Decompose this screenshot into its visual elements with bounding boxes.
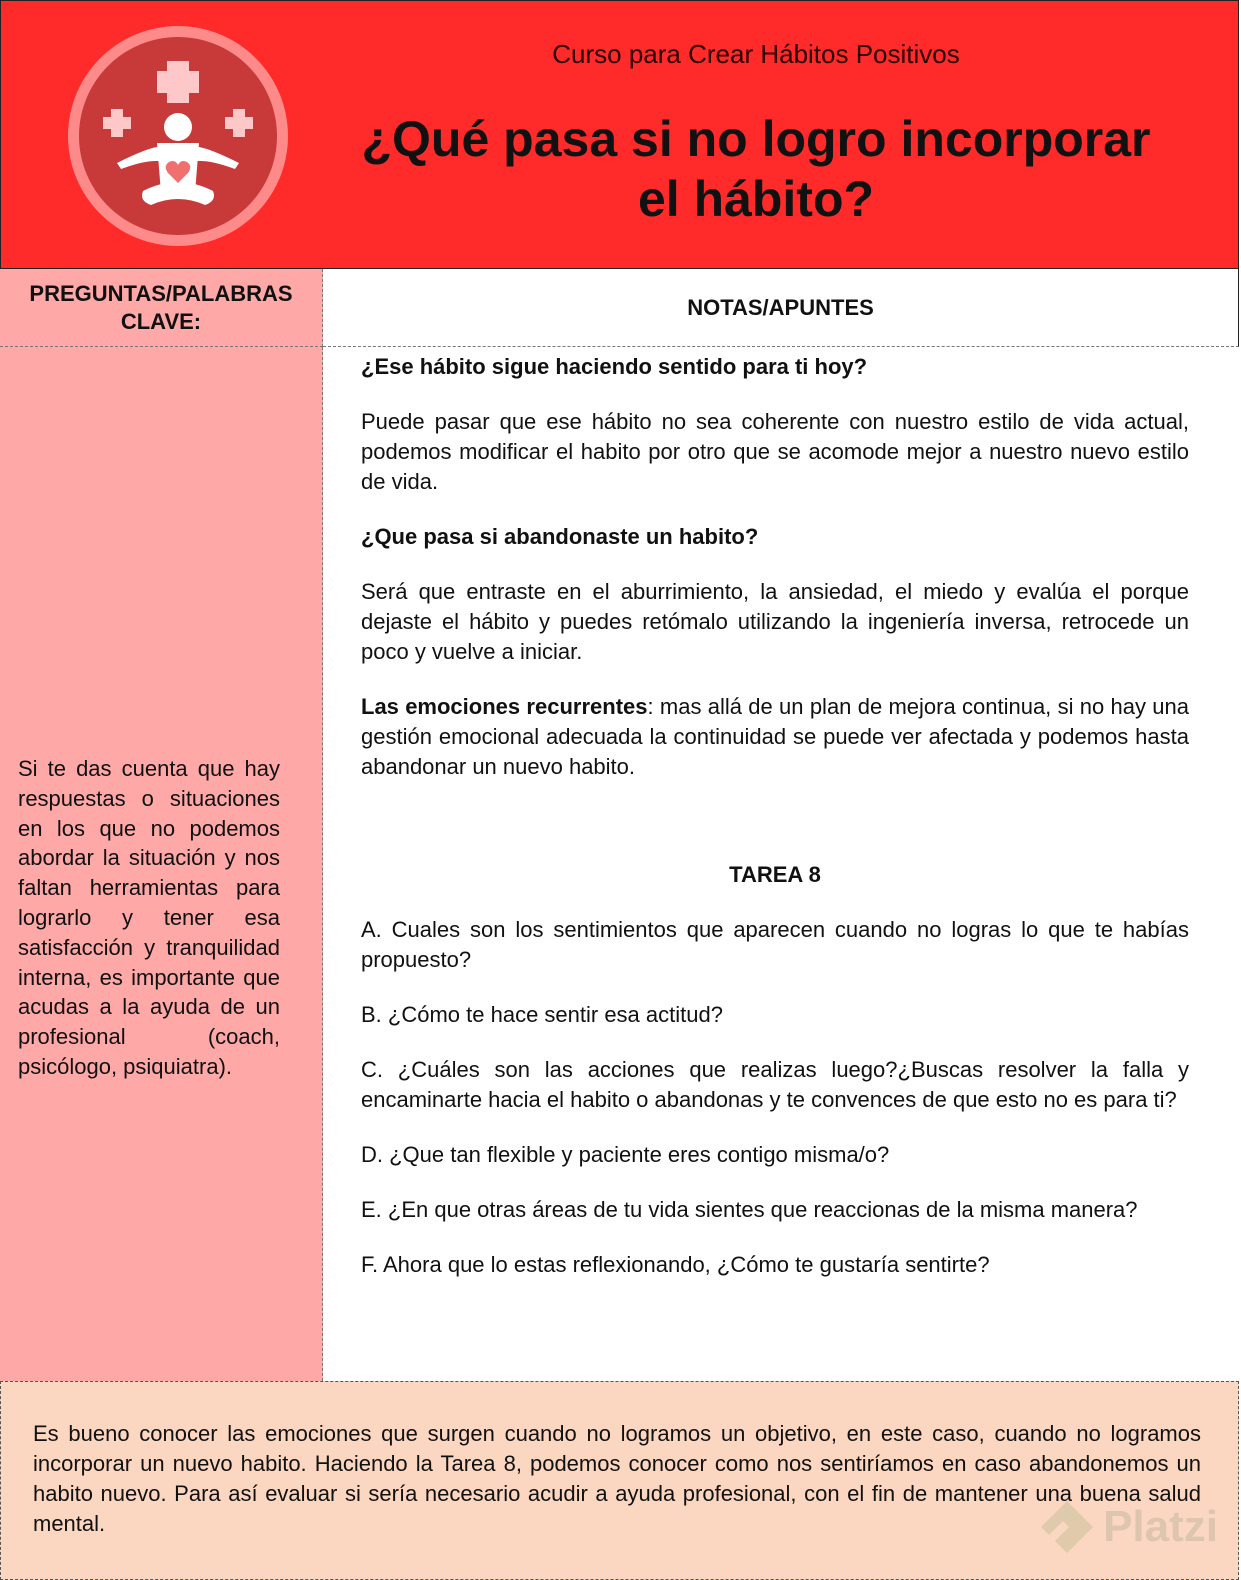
task-title: TAREA 8 xyxy=(729,862,821,887)
paragraph-3-rest: : mas allá de un plan de mejora continua, si no hay una gestión emocional adecuada la continuidad se puede ver afectada y podemos hasta abandonar un nuevo habito. xyxy=(361,694,1189,779)
task-item-c: C. ¿Cuáles son las acciones que realizas luego?¿Buscas resolver la falla y encaminarte hacia el habito o abandonas y te convences de que esto no es para ti? xyxy=(361,1057,1189,1112)
paragraph-3 xyxy=(361,692,1189,782)
task-item-b: B. ¿Cómo te hace sentir esa actitud? xyxy=(361,1002,723,1027)
platzi-watermark xyxy=(1037,1497,1218,1557)
cue-text: Si te das cuenta que hay respuestas o situaciones en los que no podemos abordar la situación y nos faltan herramientas para lograrlo y tener esa satisfacción y tranquilidad interna, es importante que acudas a la ayuda de un profesional (coach, psicólogo, psiquiatra). xyxy=(18,756,280,1079)
title-line-2: el hábito? xyxy=(637,171,875,227)
course-name: Curso para Crear Hábitos Positivos xyxy=(552,39,960,69)
task-item-f: F. Ahora que lo estas reflexionando, ¿Cómo te gustaría sentirte? xyxy=(361,1252,990,1277)
keywords-column-header: PREGUNTAS/PALABRAS CLAVE: xyxy=(0,269,323,347)
wellness-logo-icon xyxy=(65,23,291,249)
paragraph-1: Puede pasar que ese hábito no sea coherente con nuestro estilo de vida actual, podemos modificar el habito por otro que se acomode mejor a nuestro nuevo estilo de vida. xyxy=(361,409,1189,494)
paragraph-3-bold: Las emociones recurrentes xyxy=(361,694,648,719)
paragraph-2: Será que entraste en el aburrimiento, la ansiedad, el miedo y evalúa el porque dejaste el hábito y puedes retómalo utilizando la ingeniería inversa, retrocede un poco y vuelve a iniciar. xyxy=(361,579,1189,664)
question-1: ¿Ese hábito sigue haciendo sentido para ti hoy? xyxy=(361,354,868,379)
task-item-e: E. ¿En que otras áreas de tu vida sientes que reaccionas de la misma manera? xyxy=(361,1197,1138,1222)
title-line-1: ¿Qué pasa si no logro incorporar xyxy=(361,111,1151,167)
page-title xyxy=(331,109,1181,229)
summary-text: Es bueno conocer las emociones que surgen cuando no logramos un objetivo, en este caso, cuando no logramos incorporar un nuevo habito. Haciendo la Tarea 8, podemos conocer como nos sentiríamos en caso abandonemos un habito nuevo. Para así evaluar si sería necesario acudir a ayuda profesional, con el fin de mantener una buena salud mental. xyxy=(33,1421,1201,1536)
question-2: ¿Que pasa si abandonaste un habito? xyxy=(361,524,759,549)
platzi-logo-icon xyxy=(1037,1497,1097,1557)
notes-column-header: NOTAS/APUNTES xyxy=(323,269,1239,347)
task-item-d: D. ¿Que tan flexible y paciente eres contigo misma/o? xyxy=(361,1142,890,1167)
summary-section xyxy=(0,1381,1239,1580)
watermark-text: Platzi xyxy=(1103,1502,1218,1551)
task-item-a: A. Cuales son los sentimientos que aparecen cuando no logras lo que te habías propuesto? xyxy=(361,917,1189,972)
keywords-column xyxy=(0,347,323,1381)
header-banner xyxy=(0,0,1239,269)
notes-section xyxy=(361,352,1189,1280)
